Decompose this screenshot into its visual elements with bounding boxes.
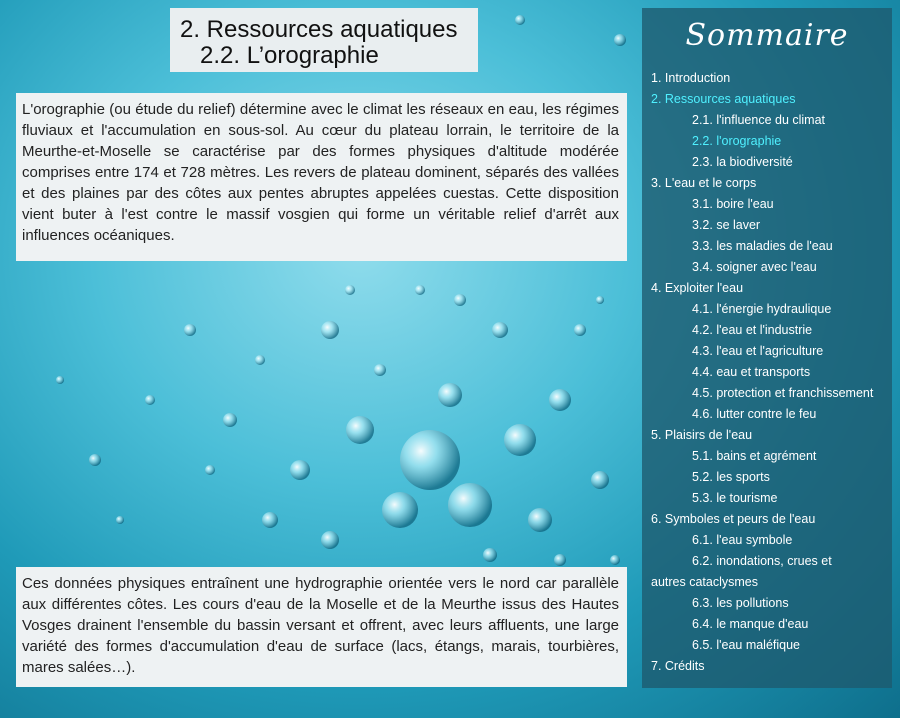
toc-item[interactable]: 6. Symboles et peurs de l'eau [651,512,816,526]
toc-subitem[interactable]: 4.5. protection et franchissement [692,386,874,400]
toc-subitem[interactable]: 5.1. bains et agrément [692,449,817,463]
toc-item[interactable]: 5. Plaisirs de l'eau [651,428,753,442]
table-of-contents [651,68,891,677]
toc-subitem[interactable]: 4.1. l'énergie hydraulique [692,302,832,316]
sidebar-summary [642,8,892,688]
toc-subitem[interactable]: 4.2. l'eau et l'industrie [692,323,813,337]
toc-subitem[interactable]: 2.1. l'influence du climat [692,113,826,127]
toc-item[interactable]: 3. L'eau et le corps [651,176,757,190]
toc-subitem[interactable]: 4.6. lutter contre le feu [692,407,817,421]
toc-item[interactable]: 7. Crédits [651,659,705,673]
toc-subitem[interactable]: 2.2. l'orographie [692,134,782,148]
sidebar-title: Sommaire [685,18,849,53]
toc-subitem[interactable]: 3.3. les maladies de l'eau [692,239,833,253]
page-title-box [170,8,478,72]
toc-subitem[interactable]: 5.3. le tourisme [692,491,778,505]
page-title: 2.2. L’orographie [200,42,379,69]
toc-item[interactable]: 2. Ressources aquatiques [651,92,796,106]
section-title: 2. Ressources aquatiques [180,16,458,43]
paragraph-2: Ces données physiques entraînent une hydrographie orientée vers le nord car parallèle aux différentes côtes. Les cours d'eau de la Moselle et de la Meurthe issus des Hautes Vosges drainent l'ensemble du bassin versant et offrent, avec leurs affluents, une large variété des formes d'accumulation d'eau de surface (lacs, étangs, marais, tourbières, mares salées…). [22,575,619,676]
toc-item[interactable]: 1. Introduction [651,71,731,85]
toc-subitem[interactable]: 3.1. boire l'eau [692,197,774,211]
toc-subitem[interactable]: 6.4. le manque d'eau [692,617,809,631]
toc-subitem[interactable]: 6.3. les pollutions [692,596,789,610]
toc-subitem[interactable]: 4.3. l'eau et l'agriculture [692,344,824,358]
toc-subitem[interactable]: 3.2. se laver [692,218,761,232]
toc-subitem[interactable]: 6.1. l'eau symbole [692,533,793,547]
toc-item[interactable]: 4. Exploiter l'eau [651,281,744,295]
toc-subitem[interactable]: 5.2. les sports [692,470,770,484]
toc-subitem[interactable]: 2.3. la biodiversité [692,155,793,169]
paragraph-1: L'orographie (ou étude du relief) détermine avec le climat les réseaux en eau, les régimes fluviaux et l'accumulation en sous-sol. Au cœur du plateau lorrain, le territoire de la Meurthe-et-Moselle se caractérise par des formes physiques d'altitude modérée comprises entre 174 et 728 mètres. Les revers de plateau dominent, séparés des vallées et des plaines par des côtes aux pentes abruptes appelées cuestas. Cette disposition vient buter à l'est contre le massif vosgien qui forme un véritable relief d'arrêt aux influences océaniques. [22,101,619,244]
text-panel-1 [16,93,627,261]
toc-subitem[interactable]: 6.2. inondations, crues et autres cataclysmes [651,554,832,589]
toc-subitem[interactable]: 6.5. l'eau maléfique [692,638,801,652]
text-panel-2 [16,567,627,687]
toc-subitem[interactable]: 4.4. eau et transports [692,365,811,379]
toc-subitem[interactable]: 3.4. soigner avec l'eau [692,260,817,274]
